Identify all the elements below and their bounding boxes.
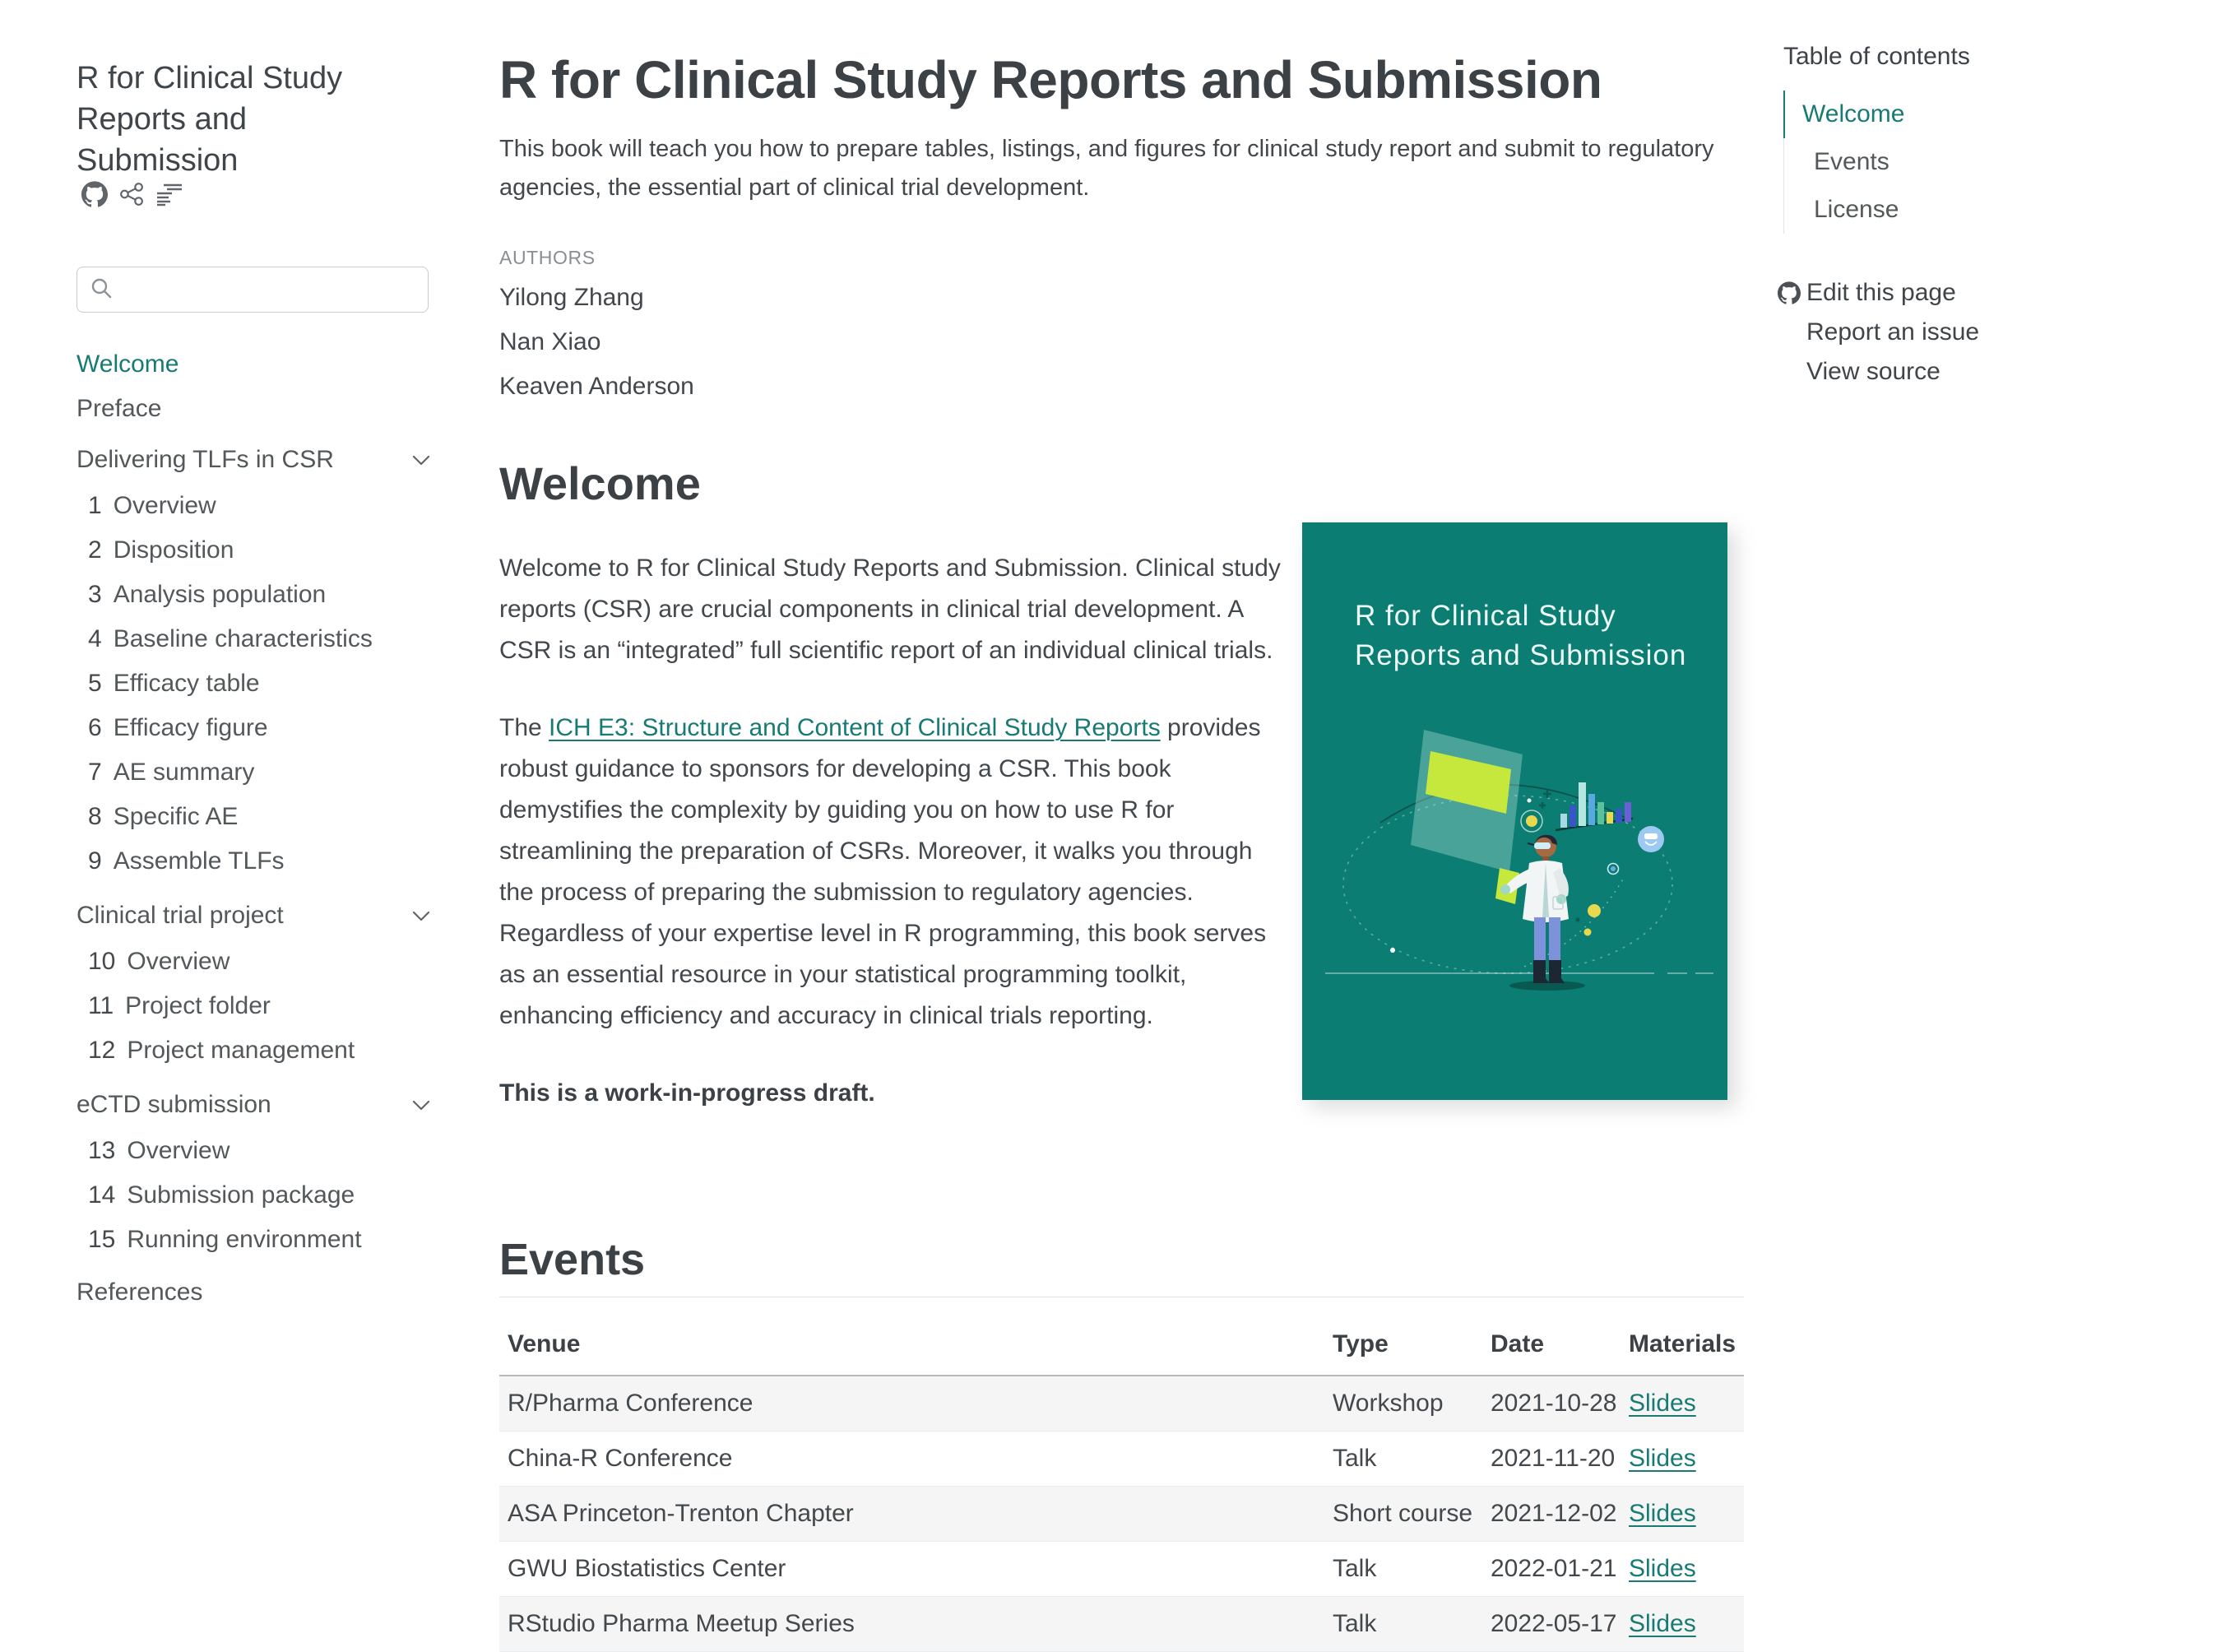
- edit-this-page-link[interactable]: Edit this page: [1777, 273, 2145, 313]
- events-section: [499, 1234, 1744, 1652]
- author-name: Nan Xiao: [499, 327, 601, 355]
- toc-list: [1783, 90, 2145, 234]
- venue-cell: RStudio Pharma Meetup Series: [499, 1597, 1324, 1652]
- table-row: [499, 1597, 1744, 1652]
- type-cell: Talk: [1324, 1597, 1482, 1652]
- sidebar-item-ch11[interactable]: 11 Project folder: [88, 992, 271, 1019]
- slides-link[interactable]: Slides: [1629, 1555, 1696, 1582]
- welcome-heading: Welcome: [499, 457, 701, 509]
- col-header-date: Date: [1482, 1319, 1621, 1376]
- events-heading: Events: [499, 1234, 1744, 1297]
- github-icon[interactable]: [81, 181, 108, 207]
- chevron-down-icon[interactable]: [410, 449, 432, 471]
- toc-item-license[interactable]: License: [1783, 186, 2145, 234]
- slides-link[interactable]: Slides: [1629, 1390, 1696, 1417]
- search-input[interactable]: [122, 276, 416, 304]
- view-source-link[interactable]: View source: [1806, 358, 1940, 385]
- report-an-issue-link[interactable]: Report an issue: [1806, 318, 1980, 346]
- github-icon: [1777, 279, 1801, 307]
- welcome-body: [499, 548, 1282, 1114]
- date-cell: 2021-10-28: [1482, 1376, 1621, 1432]
- book-title-line1: R for Clinical Study: [77, 61, 343, 95]
- book-title[interactable]: [77, 58, 432, 207]
- type-cell: Talk: [1324, 1432, 1482, 1487]
- col-header-materials: Materials: [1621, 1319, 1744, 1376]
- book-title-line3: Submission: [77, 143, 239, 178]
- sidebar-item-ch9[interactable]: 9 Assemble TLFs: [88, 847, 285, 875]
- sidebar-item-ch10[interactable]: 10 Overview: [88, 948, 230, 975]
- slides-link[interactable]: Slides: [1629, 1610, 1696, 1637]
- page-title: R for Clinical Study Reports and Submission: [499, 50, 1602, 109]
- sidebar-item-ch3[interactable]: 3 Analysis population: [88, 581, 327, 608]
- sidebar-item-ch13[interactable]: 13 Overview: [88, 1137, 230, 1164]
- sidebar-section-clinical-trial-project[interactable]: Clinical trial project: [77, 892, 432, 940]
- search-icon: [89, 276, 114, 304]
- sidebar-item-ch5[interactable]: 5 Efficacy table: [88, 670, 260, 697]
- sidebar-subnav: [77, 484, 432, 884]
- date-cell: 2022-01-21: [1482, 1542, 1621, 1597]
- sidebar-item-ch6[interactable]: 6 Efficacy figure: [88, 714, 268, 741]
- welcome-paragraph-1: Welcome to R for Clinical Study Reports and Submission. Clinical study reports (CSR) are crucial components in clinical trial development. A CSR is an “integrated” full scientific report of an individual clinical trials.: [499, 555, 1281, 665]
- reader-mode-icon[interactable]: [155, 182, 183, 206]
- toc-actions: [1777, 273, 2145, 392]
- date-cell: 2021-11-20: [1482, 1432, 1621, 1487]
- author-name: Yilong Zhang: [499, 283, 644, 311]
- col-header-type: Type: [1324, 1319, 1482, 1376]
- sidebar-item-welcome[interactable]: Welcome: [77, 350, 179, 378]
- table-row: [499, 1432, 1744, 1487]
- type-cell: Talk: [1324, 1542, 1482, 1597]
- table-row: [499, 1487, 1744, 1542]
- type-cell: Short course: [1324, 1487, 1482, 1542]
- welcome-paragraph-2: The ICH E3: Structure and Content of Clinical Study Reports provides robust guidance to sponsors for developing a CSR. This book demystifies the complexity by guiding you on how to use R for streamlining the preparation of CSRs. Moreover, it walks you through the process of preparing the submission to regulatory agencies. Regardless of your expertise level in R programming, this book serves as an essential resource in your statistical programming toolkit, enhancing efficiency and accuracy in clinical trials reporting.: [499, 714, 1267, 1030]
- type-cell: Workshop: [1324, 1376, 1482, 1432]
- venue-cell: ASA Princeton-Trenton Chapter: [499, 1487, 1324, 1542]
- search-box[interactable]: [77, 267, 429, 313]
- venue-cell: R/Pharma Conference: [499, 1376, 1324, 1432]
- col-header-venue: Venue: [499, 1319, 1324, 1376]
- sidebar-subnav: [77, 1129, 432, 1262]
- sidebar: [77, 58, 432, 1315]
- table-row: [499, 1542, 1744, 1597]
- table-row: [499, 1376, 1744, 1432]
- venue-cell: China-R Conference: [499, 1432, 1324, 1487]
- sidebar-subnav: [77, 940, 432, 1073]
- authors-label: AUTHORS: [499, 246, 596, 268]
- chevron-down-icon[interactable]: [410, 905, 432, 926]
- venue-cell: GWU Biostatistics Center: [499, 1542, 1324, 1597]
- sidebar-item-ch12[interactable]: 12 Project management: [88, 1037, 355, 1064]
- book-title-line2: Reports and: [77, 102, 248, 137]
- draft-note: This is a work-in-progress draft.: [499, 1079, 875, 1107]
- sidebar-item-ch7[interactable]: 7 AE summary: [88, 759, 255, 786]
- slides-link[interactable]: Slides: [1629, 1500, 1696, 1527]
- page-subtitle: This book will teach you how to prepare tables, listings, and figures for clinical study report and submit to regulatory agencies, the essential part of clinical trial development.: [499, 136, 1714, 201]
- sidebar-item-ch15[interactable]: 15 Running environment: [88, 1226, 362, 1253]
- toc-heading: Table of contents: [1783, 43, 1970, 70]
- share-icon[interactable]: [119, 182, 144, 206]
- sidebar-item-ch8[interactable]: 8 Specific AE: [88, 803, 239, 830]
- book-cover-image: [1302, 522, 1727, 1100]
- table-header-row: [499, 1319, 1744, 1376]
- toc-item-events[interactable]: Events: [1783, 138, 2145, 186]
- date-cell: 2022-05-17: [1482, 1597, 1621, 1652]
- author-name: Keaven Anderson: [499, 372, 694, 400]
- slides-link[interactable]: Slides: [1629, 1445, 1696, 1472]
- main-content: [499, 49, 1744, 1645]
- events-table: [499, 1319, 1744, 1652]
- sidebar-item-ch14[interactable]: 14 Submission package: [88, 1181, 355, 1209]
- cover-badge-icon: [1638, 826, 1664, 852]
- sidebar-item-ch4[interactable]: 4 Baseline characteristics: [88, 625, 373, 652]
- sidebar-nav: [77, 342, 432, 1315]
- sidebar-item-references[interactable]: References: [77, 1278, 203, 1306]
- toc-item-welcome[interactable]: Welcome: [1783, 90, 2145, 138]
- sidebar-item-ch2[interactable]: 2 Disposition: [88, 536, 234, 564]
- sidebar-item-ch1[interactable]: 1 Overview: [88, 492, 216, 519]
- chevron-down-icon[interactable]: [410, 1094, 432, 1116]
- cover-title-line1: R for Clinical Study: [1355, 600, 1616, 632]
- ich-e3-link[interactable]: ICH E3: Structure and Content of Clinical Study Reports: [549, 714, 1161, 742]
- sidebar-item-preface[interactable]: Preface: [77, 395, 162, 422]
- table-of-contents: [1783, 43, 2145, 392]
- date-cell: 2021-12-02: [1482, 1487, 1621, 1542]
- sidebar-section-delivering-tlfs[interactable]: Delivering TLFs in CSR: [77, 436, 432, 484]
- sidebar-section-ectd-submission[interactable]: eCTD submission: [77, 1081, 432, 1129]
- cover-title-line2: Reports and Submission: [1355, 639, 1687, 671]
